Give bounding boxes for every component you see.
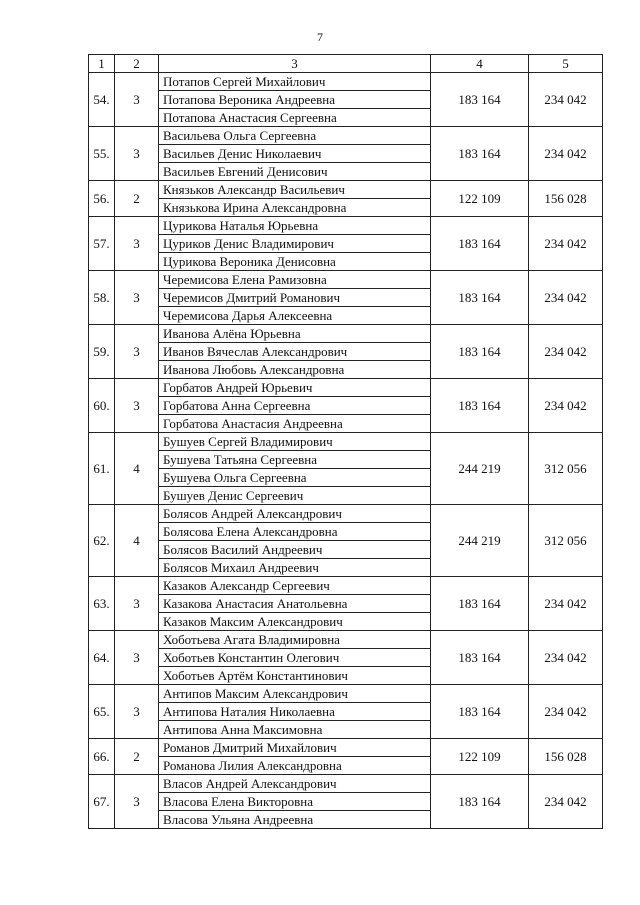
amount-col4-cell: 244 219 xyxy=(431,505,529,577)
row-number-cell: 67. xyxy=(89,775,115,829)
row-number-cell: 66. xyxy=(89,739,115,775)
names-cell xyxy=(159,379,431,433)
person-name: Иванова Любовь Александровна xyxy=(163,362,345,377)
person-name: Цуриков Денис Владимирович xyxy=(159,235,430,253)
row-number-cell: 61. xyxy=(89,433,115,505)
names-cell xyxy=(159,73,431,127)
amount-col5-cell: 234 042 xyxy=(529,685,603,739)
person-name: Горбатова Анастасия Андреевна xyxy=(163,416,343,431)
person-name: Романов Дмитрий Михайлович xyxy=(159,739,430,757)
person-name: Болясов Андрей Александрович xyxy=(159,505,430,523)
member-count-cell: 3 xyxy=(115,73,159,127)
page-number: 7 xyxy=(317,30,323,44)
person-name: Горбатов Андрей Юрьевич xyxy=(159,379,430,397)
amount-col5-cell: 312 056 xyxy=(529,505,603,577)
person-name: Горбатова Анна Сергеевна xyxy=(159,397,430,415)
member-count-cell: 3 xyxy=(115,577,159,631)
table-row xyxy=(89,739,603,775)
names-cell xyxy=(159,325,431,379)
row-number-cell: 60. xyxy=(89,379,115,433)
person-name: Черемисов Дмитрий Романович xyxy=(159,289,430,307)
person-name: Хоботьева Агата Владимировна xyxy=(159,631,430,649)
names-cell xyxy=(159,127,431,181)
person-name: Антипова Наталия Николаевна xyxy=(159,703,430,721)
amount-col4-cell: 122 109 xyxy=(431,181,529,217)
person-name: Болясов Михаил Андреевич xyxy=(163,560,319,575)
person-name: Потапов Сергей Михайлович xyxy=(159,73,430,91)
person-name: Казаков Александр Сергеевич xyxy=(159,577,430,595)
member-count-cell: 3 xyxy=(115,217,159,271)
person-name: Болясова Елена Александровна xyxy=(159,523,430,541)
amount-col5-cell: 312 056 xyxy=(529,433,603,505)
row-number-cell: 58. xyxy=(89,271,115,325)
names-cell xyxy=(159,217,431,271)
person-name: Потапова Анастасия Сергеевна xyxy=(163,110,337,125)
amount-col4-cell: 183 164 xyxy=(431,73,529,127)
header-cell: 2 xyxy=(115,55,159,73)
table-row xyxy=(89,577,603,631)
row-number-cell: 56. xyxy=(89,181,115,217)
person-name: Князькова Ирина Александровна xyxy=(163,200,347,215)
person-name: Потапова Вероника Андреевна xyxy=(159,91,430,109)
member-count-cell: 3 xyxy=(115,775,159,829)
person-name: Иванова Алёна Юрьевна xyxy=(159,325,430,343)
member-count-cell: 3 xyxy=(115,271,159,325)
amount-col4-cell: 244 219 xyxy=(431,433,529,505)
amount-col5-cell: 234 042 xyxy=(529,775,603,829)
names-cell xyxy=(159,775,431,829)
header-cell: 5 xyxy=(529,55,603,73)
person-name: Казаков Максим Александрович xyxy=(163,614,343,629)
person-name: Романова Лилия Александровна xyxy=(163,758,342,773)
person-name: Васильев Евгений Денисович xyxy=(163,164,328,179)
member-count-cell: 2 xyxy=(115,181,159,217)
member-count-cell: 3 xyxy=(115,631,159,685)
person-name: Власова Елена Викторовна xyxy=(159,793,430,811)
amount-col5-cell: 234 042 xyxy=(529,325,603,379)
person-name: Бушуев Сергей Владимирович xyxy=(159,433,430,451)
member-count-cell: 4 xyxy=(115,505,159,577)
member-count-cell: 3 xyxy=(115,685,159,739)
names-cell xyxy=(159,631,431,685)
person-name: Бушуева Ольга Сергеевна xyxy=(159,469,430,487)
names-cell xyxy=(159,181,431,217)
amount-col5-cell: 156 028 xyxy=(529,181,603,217)
names-cell xyxy=(159,505,431,577)
amount-col4-cell: 183 164 xyxy=(431,685,529,739)
table-row xyxy=(89,73,603,127)
names-cell xyxy=(159,433,431,505)
person-name: Власов Андрей Александрович xyxy=(159,775,430,793)
header-cell: 4 xyxy=(431,55,529,73)
names-cell xyxy=(159,271,431,325)
person-name: Бушуева Татьяна Сергеевна xyxy=(159,451,430,469)
table-row xyxy=(89,775,603,829)
person-name: Казакова Анастасия Анатольевна xyxy=(159,595,430,613)
table-row xyxy=(89,271,603,325)
member-count-cell: 3 xyxy=(115,379,159,433)
person-name: Власова Ульяна Андреевна xyxy=(163,812,314,827)
person-name: Хоботьев Константин Олегович xyxy=(159,649,430,667)
amount-col5-cell: 156 028 xyxy=(529,739,603,775)
amount-col5-cell: 234 042 xyxy=(529,217,603,271)
person-name: Иванов Вячеслав Александрович xyxy=(159,343,430,361)
names-cell xyxy=(159,685,431,739)
table-row xyxy=(89,631,603,685)
row-number-cell: 54. xyxy=(89,73,115,127)
member-count-cell: 3 xyxy=(115,325,159,379)
amount-col5-cell: 234 042 xyxy=(529,577,603,631)
member-count-cell: 2 xyxy=(115,739,159,775)
header-cell: 3 xyxy=(159,55,431,73)
amount-col4-cell: 183 164 xyxy=(431,775,529,829)
row-number-cell: 64. xyxy=(89,631,115,685)
amount-col5-cell: 234 042 xyxy=(529,73,603,127)
amount-col4-cell: 183 164 xyxy=(431,325,529,379)
row-number-cell: 65. xyxy=(89,685,115,739)
row-number-cell: 57. xyxy=(89,217,115,271)
member-count-cell: 3 xyxy=(115,127,159,181)
row-number-cell: 55. xyxy=(89,127,115,181)
person-name: Васильева Ольга Сергеевна xyxy=(159,127,430,145)
amount-col4-cell: 183 164 xyxy=(431,379,529,433)
person-name: Цурикова Наталья Юрьевна xyxy=(159,217,430,235)
table-row xyxy=(89,181,603,217)
amount-col5-cell: 234 042 xyxy=(529,127,603,181)
person-name: Князьков Александр Васильевич xyxy=(159,181,430,199)
amount-col5-cell: 234 042 xyxy=(529,379,603,433)
amount-col4-cell: 183 164 xyxy=(431,271,529,325)
table-row xyxy=(89,505,603,577)
person-name: Хоботьев Артём Константинович xyxy=(163,668,348,683)
amount-col4-cell: 183 164 xyxy=(431,631,529,685)
recipients-table xyxy=(88,54,603,829)
table-row xyxy=(89,379,603,433)
table-row xyxy=(89,325,603,379)
table-row xyxy=(89,685,603,739)
person-name: Цурикова Вероника Денисовна xyxy=(163,254,336,269)
header-cell: 1 xyxy=(89,55,115,73)
table-row xyxy=(89,127,603,181)
row-number-cell: 63. xyxy=(89,577,115,631)
amount-col4-cell: 122 109 xyxy=(431,739,529,775)
member-count-cell: 4 xyxy=(115,433,159,505)
person-name: Антипов Максим Александрович xyxy=(159,685,430,703)
table-row xyxy=(89,433,603,505)
amount-col4-cell: 183 164 xyxy=(431,217,529,271)
person-name: Болясов Василий Андреевич xyxy=(159,541,430,559)
amount-col4-cell: 183 164 xyxy=(431,577,529,631)
table-row xyxy=(89,217,603,271)
table-header-row xyxy=(89,55,603,73)
names-cell xyxy=(159,739,431,775)
row-number-cell: 62. xyxy=(89,505,115,577)
amount-col5-cell: 234 042 xyxy=(529,271,603,325)
amount-col5-cell: 234 042 xyxy=(529,631,603,685)
person-name: Васильев Денис Николаевич xyxy=(159,145,430,163)
amount-col4-cell: 183 164 xyxy=(431,127,529,181)
names-cell xyxy=(159,577,431,631)
person-name: Антипова Анна Максимовна xyxy=(163,722,323,737)
row-number-cell: 59. xyxy=(89,325,115,379)
person-name: Черемисова Елена Рамизовна xyxy=(159,271,430,289)
person-name: Бушуев Денис Сергеевич xyxy=(163,488,304,503)
person-name: Черемисова Дарья Алексеевна xyxy=(163,308,333,323)
